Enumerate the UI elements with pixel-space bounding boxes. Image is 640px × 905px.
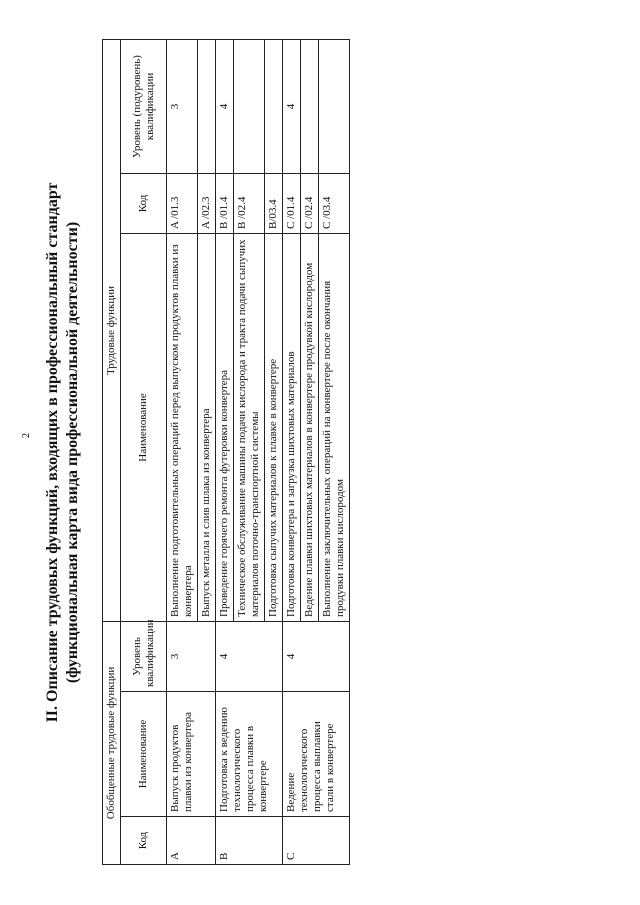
function-sublevel xyxy=(198,39,216,173)
function-code: C /03.4 xyxy=(319,173,350,233)
header-name: Наименование xyxy=(121,692,167,817)
function-name: Выполнение подготовительных операций перед выпуском продуктов плавки из конвертера xyxy=(167,233,198,621)
function-code: B /01.4 xyxy=(216,173,234,233)
group-name: Ведение технологического процесса выплавки стали в конвертере xyxy=(283,692,350,817)
section-subtitle: (функциональная карта вида профессиональной деятельности) xyxy=(64,221,81,684)
function-name: Ведение плавки шихтовых материалов в конвертере продувкой кислородом xyxy=(301,233,319,621)
page-number: 2 xyxy=(21,433,32,438)
table-row xyxy=(216,39,234,864)
header-generalized: Обобщенные трудовые функции xyxy=(103,621,121,864)
group-level: 4 xyxy=(283,621,350,691)
function-name: Выполнение заключительных операций на конвертере после окончания продувки плавки кислородом xyxy=(319,233,350,621)
function-name: Подготовка сыпучих материалов к плавке в конвертере xyxy=(265,233,283,621)
function-code: B/03.4 xyxy=(265,173,283,233)
function-name: Выпуск металла и слив шлака из конвертера xyxy=(198,233,216,621)
table-row xyxy=(167,39,198,864)
group-name: Подготовка к ведению технологического процесса плавки в конвертере xyxy=(216,692,283,817)
group-level: 3 xyxy=(167,621,216,691)
function-sublevel: 3 xyxy=(167,39,198,173)
functional-map-table-wrap xyxy=(102,40,350,865)
function-sublevel xyxy=(234,39,265,173)
function-code: C /02.4 xyxy=(301,173,319,233)
function-name: Подготовка конвертера и загрузка шихтовых материалов xyxy=(283,233,301,621)
header-code: Код xyxy=(121,817,167,865)
group-code: A xyxy=(167,817,216,865)
function-sublevel xyxy=(265,39,283,173)
section-title-block xyxy=(40,40,102,865)
function-code: A /02.3 xyxy=(198,173,216,233)
group-code: B xyxy=(216,817,283,865)
group-code: C xyxy=(283,817,350,865)
section-title: II. Описание трудовых функций, входящих в профессиональный стандарт xyxy=(44,182,61,723)
function-code: C /01.4 xyxy=(283,173,301,233)
function-code: A /01.3 xyxy=(167,173,198,233)
function-code: B /02.4 xyxy=(234,173,265,233)
group-name: Выпуск продуктов плавки из конвертера xyxy=(167,692,216,817)
function-name: Проведение горячего ремонта футеровки конвертера xyxy=(216,233,234,621)
function-sublevel xyxy=(319,39,350,173)
header-function-name: Наименование xyxy=(121,233,167,621)
header-sublevel: Уровень (подуровень) квалификации xyxy=(121,39,167,173)
table-row xyxy=(283,39,301,864)
rotated-page-content xyxy=(40,40,346,865)
functional-map-table xyxy=(102,39,350,865)
function-sublevel: 4 xyxy=(283,39,301,173)
header-function-code: Код xyxy=(121,173,167,233)
header-labor: Трудовые функции xyxy=(103,39,121,621)
function-sublevel xyxy=(301,39,319,173)
header-level: Уровень квалификации xyxy=(121,621,167,691)
function-name: Техническое обслуживание машины подачи кислорода и тракта подачи сыпучих материалов поточно-транспортной системы xyxy=(234,233,265,621)
group-level: 4 xyxy=(216,621,283,691)
function-sublevel: 4 xyxy=(216,39,234,173)
